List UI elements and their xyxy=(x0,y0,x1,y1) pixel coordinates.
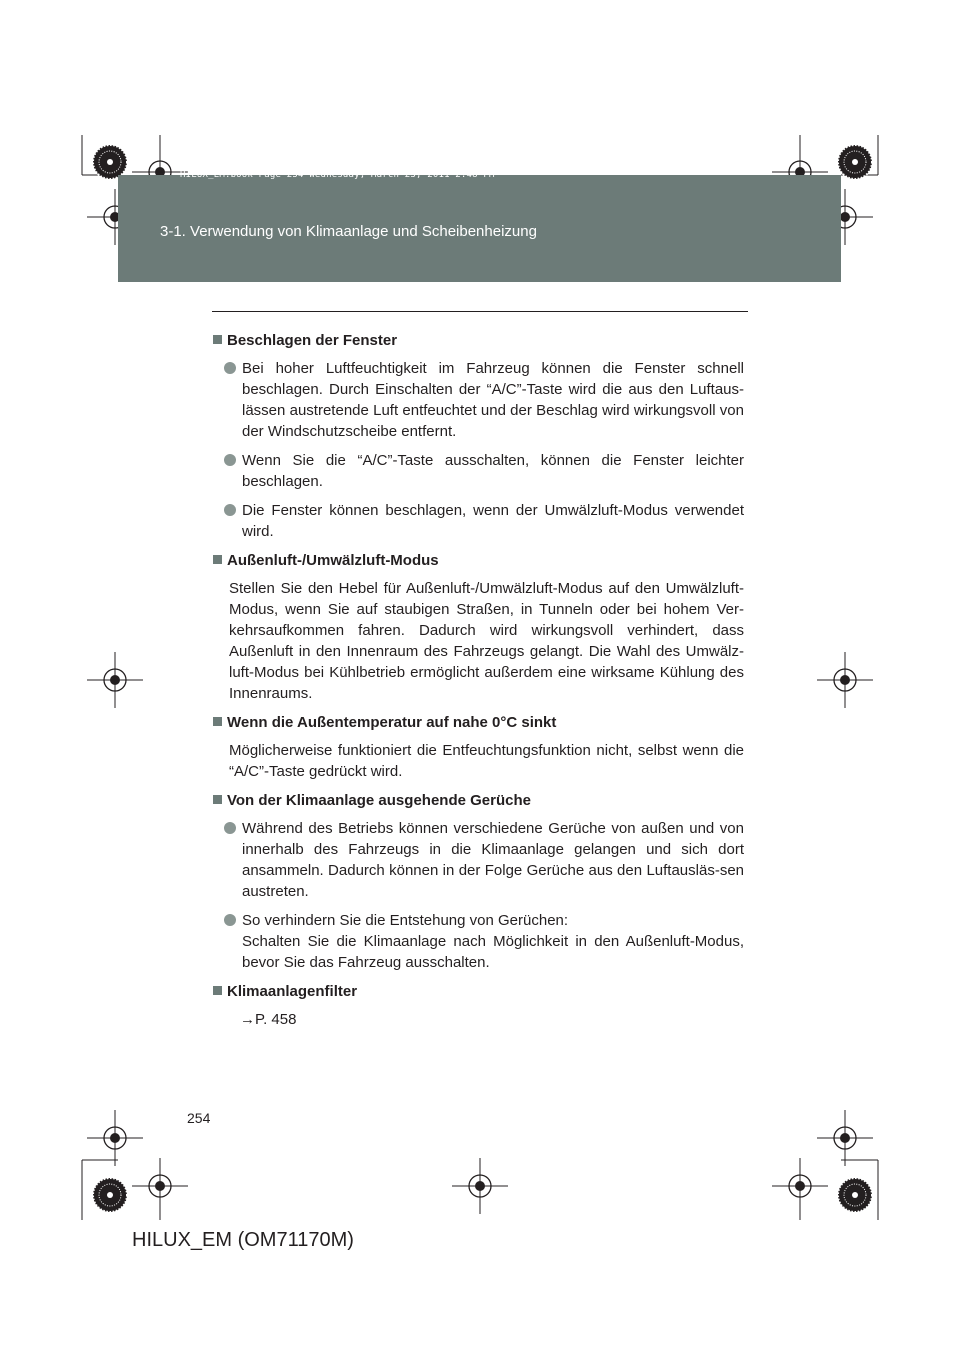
list-item: Die Fenster können beschlagen, wenn der Umwälzluft-Modus verwendet wird. xyxy=(224,500,744,542)
circle-bullet-icon xyxy=(224,504,236,516)
circle-bullet-icon xyxy=(224,822,236,834)
square-bullet-icon xyxy=(213,795,222,804)
list-item-line: So verhindern Sie die Entstehung von Gerüchen: xyxy=(242,912,569,929)
section-heading: Wenn die Außentemperatur auf nahe 0°C sinkt xyxy=(212,712,744,733)
circle-bullet-icon xyxy=(224,454,236,466)
page-number: 254 xyxy=(187,1110,211,1126)
section-heading: Von der Klimaanlage ausgehende Gerüche xyxy=(212,790,744,811)
list-item: Wenn Sie die “A/C”-Taste ausschalten, können die Fenster leichter beschlagen. xyxy=(224,450,744,492)
circle-bullet-icon xyxy=(224,362,236,374)
page-content xyxy=(212,330,744,1038)
square-bullet-icon xyxy=(213,986,222,995)
page-reference-link[interactable]: →P. 458 xyxy=(240,1011,297,1028)
section-heading: Klimaanlagenfilter xyxy=(212,981,744,1002)
square-bullet-icon xyxy=(213,555,222,564)
square-bullet-icon xyxy=(213,335,222,344)
list-item: Bei hoher Luftfeuchtigkeit im Fahrzeug können die Fenster schnell beschlagen. Durch Einschalten der “A/C”-Taste wird die aus den Luftaus-lässen austretende Luft entfeuchtet und der Beschlag wird wirkungsvoll von der Windschutzscheibe entfernt. xyxy=(224,358,744,442)
section-heading: Außenluft-/Umwälzluft-Modus xyxy=(212,550,744,571)
header-rule xyxy=(212,311,748,312)
section-heading: Beschlagen der Fenster xyxy=(212,330,744,351)
list-item xyxy=(224,910,744,973)
list-item-line: Schalten Sie die Klimaanlage nach Möglichkeit in den Außenluft-Modus, bevor Sie das Fahrzeug ausschalten. xyxy=(242,933,744,971)
square-bullet-icon xyxy=(213,717,222,726)
book-stamp: HILUX_EM.book Page 254 Wednesday, March 23, 2011 2:48 PM xyxy=(180,170,495,180)
chapter-title: 3-1. Verwendung von Klimaanlage und Scheibenheizung xyxy=(160,223,537,240)
section-text: Möglicherweise funktioniert die Entfeuchtungsfunktion nicht, selbst wenn die “A/C”-Taste gedrückt wird. xyxy=(229,742,744,780)
model-code: HILUX_EM (OM71170M) xyxy=(132,1229,354,1251)
section-text: Stellen Sie den Hebel für Außenluft-/Umwälzluft-Modus auf den Umwälzluft-Modus, wenn Sie auf staubigen Straßen, in Tunneln oder bei hohem Ver-kehrsaufkommen fahren. Dadurch wird wirkungsvoll verhindert, dass Außenluft in den Innenraum des Fahrzeugs gelangt. Die Wahl des Umwälz-luft-Modus bei Kühlbetrieb ermöglicht außerdem eine wirksame Kühlung des Innenraums. xyxy=(229,580,744,702)
list-item: Während des Betriebs können verschiedene Gerüche von außen und von innerhalb des Fahrzeugs in die Klimaanlage gelangen und sich dort ansammeln. Dadurch können in der Folge Gerüche aus den Luftausläs-sen austreten. xyxy=(224,818,744,902)
circle-bullet-icon xyxy=(224,914,236,926)
